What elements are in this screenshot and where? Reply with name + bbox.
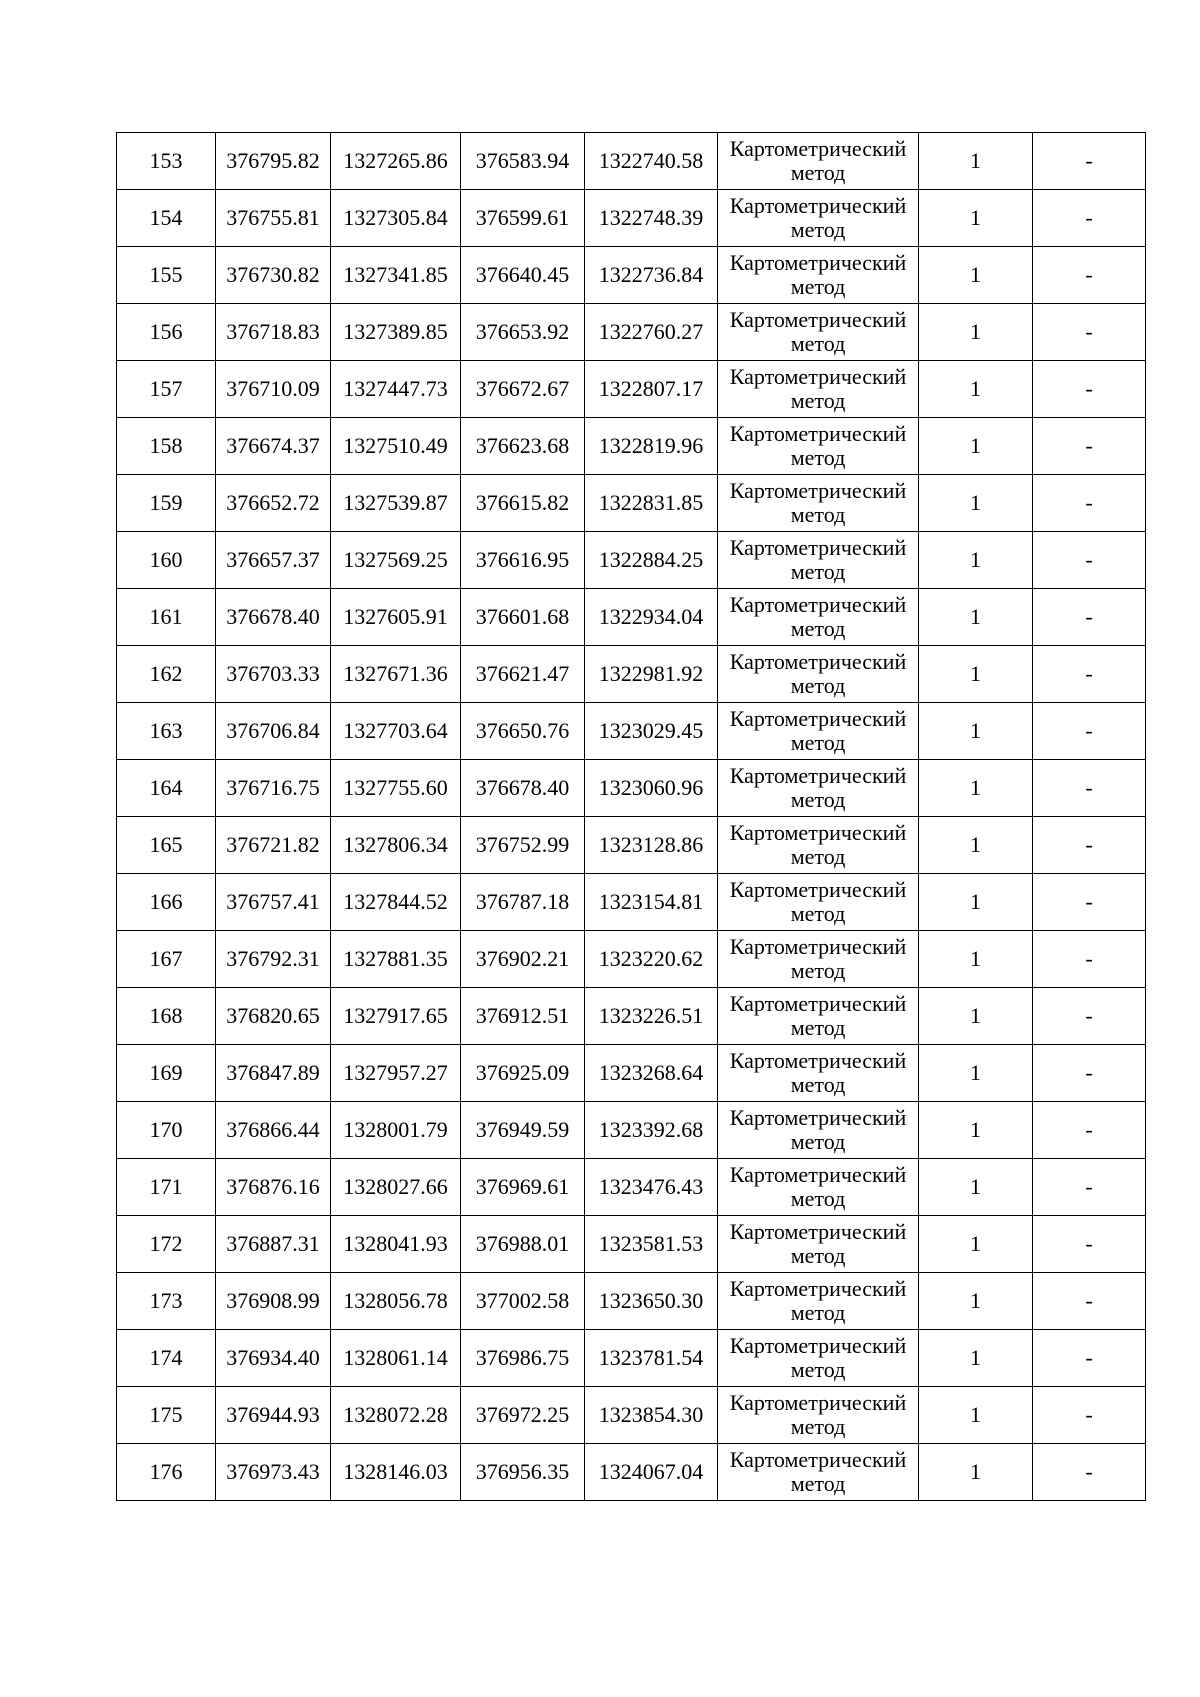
note-cell: - xyxy=(1033,133,1146,190)
accuracy-cell: 1 xyxy=(919,247,1033,304)
point-number-cell: 156 xyxy=(117,304,216,361)
table-row xyxy=(117,1216,1146,1273)
accuracy-cell: 1 xyxy=(919,361,1033,418)
x-coordinate-2-cell: 376787.18 xyxy=(461,874,585,931)
table-row xyxy=(117,361,1146,418)
y-coordinate-2-cell: 1323128.86 xyxy=(585,817,718,874)
note-cell: - xyxy=(1033,1330,1146,1387)
method-cell: Картометрический метод xyxy=(718,1444,919,1501)
y-coordinate-cell: 1327539.87 xyxy=(331,475,461,532)
y-coordinate-cell: 1328056.78 xyxy=(331,1273,461,1330)
method-cell: Картометрический метод xyxy=(718,1387,919,1444)
table-row xyxy=(117,760,1146,817)
x-coordinate-2-cell: 376972.25 xyxy=(461,1387,585,1444)
accuracy-cell: 1 xyxy=(919,931,1033,988)
x-coordinate-cell: 376710.09 xyxy=(216,361,331,418)
x-coordinate-cell: 376674.37 xyxy=(216,418,331,475)
y-coordinate-2-cell: 1323581.53 xyxy=(585,1216,718,1273)
method-cell: Картометрический метод xyxy=(718,589,919,646)
y-coordinate-cell: 1327703.64 xyxy=(331,703,461,760)
accuracy-cell: 1 xyxy=(919,817,1033,874)
accuracy-cell: 1 xyxy=(919,133,1033,190)
table-row xyxy=(117,1102,1146,1159)
method-cell: Картометрический метод xyxy=(718,817,919,874)
y-coordinate-cell: 1328072.28 xyxy=(331,1387,461,1444)
x-coordinate-2-cell: 376956.35 xyxy=(461,1444,585,1501)
method-cell: Картометрический метод xyxy=(718,133,919,190)
x-coordinate-cell: 376757.41 xyxy=(216,874,331,931)
y-coordinate-cell: 1327265.86 xyxy=(331,133,461,190)
point-number-cell: 165 xyxy=(117,817,216,874)
x-coordinate-cell: 376718.83 xyxy=(216,304,331,361)
x-coordinate-2-cell: 376621.47 xyxy=(461,646,585,703)
method-cell: Картометрический метод xyxy=(718,475,919,532)
accuracy-cell: 1 xyxy=(919,1216,1033,1273)
accuracy-cell: 1 xyxy=(919,418,1033,475)
y-coordinate-2-cell: 1322831.85 xyxy=(585,475,718,532)
method-cell: Картометрический метод xyxy=(718,304,919,361)
accuracy-cell: 1 xyxy=(919,1387,1033,1444)
x-coordinate-cell: 376678.40 xyxy=(216,589,331,646)
point-number-cell: 157 xyxy=(117,361,216,418)
table-row xyxy=(117,304,1146,361)
table-row xyxy=(117,1387,1146,1444)
note-cell: - xyxy=(1033,817,1146,874)
x-coordinate-cell: 376755.81 xyxy=(216,190,331,247)
point-number-cell: 176 xyxy=(117,1444,216,1501)
y-coordinate-cell: 1327844.52 xyxy=(331,874,461,931)
note-cell: - xyxy=(1033,1102,1146,1159)
accuracy-cell: 1 xyxy=(919,703,1033,760)
x-coordinate-cell: 376792.31 xyxy=(216,931,331,988)
y-coordinate-2-cell: 1324067.04 xyxy=(585,1444,718,1501)
table-row xyxy=(117,1273,1146,1330)
y-coordinate-cell: 1327605.91 xyxy=(331,589,461,646)
note-cell: - xyxy=(1033,475,1146,532)
method-cell: Картометрический метод xyxy=(718,1273,919,1330)
x-coordinate-cell: 376908.99 xyxy=(216,1273,331,1330)
method-cell: Картометрический метод xyxy=(718,703,919,760)
point-number-cell: 175 xyxy=(117,1387,216,1444)
table-row xyxy=(117,874,1146,931)
point-number-cell: 173 xyxy=(117,1273,216,1330)
note-cell: - xyxy=(1033,190,1146,247)
method-cell: Картометрический метод xyxy=(718,1216,919,1273)
y-coordinate-2-cell: 1322884.25 xyxy=(585,532,718,589)
table-row xyxy=(117,931,1146,988)
y-coordinate-2-cell: 1322748.39 xyxy=(585,190,718,247)
accuracy-cell: 1 xyxy=(919,1045,1033,1102)
table-row xyxy=(117,532,1146,589)
method-cell: Картометрический метод xyxy=(718,532,919,589)
y-coordinate-cell: 1328146.03 xyxy=(331,1444,461,1501)
y-coordinate-2-cell: 1323781.54 xyxy=(585,1330,718,1387)
note-cell: - xyxy=(1033,988,1146,1045)
note-cell: - xyxy=(1033,1045,1146,1102)
method-cell: Картометрический метод xyxy=(718,418,919,475)
x-coordinate-cell: 376721.82 xyxy=(216,817,331,874)
table-row xyxy=(117,988,1146,1045)
table-row xyxy=(117,817,1146,874)
y-coordinate-cell: 1327881.35 xyxy=(331,931,461,988)
table-row xyxy=(117,646,1146,703)
point-number-cell: 170 xyxy=(117,1102,216,1159)
y-coordinate-2-cell: 1323650.30 xyxy=(585,1273,718,1330)
y-coordinate-2-cell: 1323854.30 xyxy=(585,1387,718,1444)
table-row xyxy=(117,703,1146,760)
x-coordinate-2-cell: 376583.94 xyxy=(461,133,585,190)
y-coordinate-cell: 1327806.34 xyxy=(331,817,461,874)
note-cell: - xyxy=(1033,418,1146,475)
method-cell: Картометрический метод xyxy=(718,361,919,418)
point-number-cell: 162 xyxy=(117,646,216,703)
x-coordinate-cell: 376973.43 xyxy=(216,1444,331,1501)
note-cell: - xyxy=(1033,361,1146,418)
x-coordinate-2-cell: 376616.95 xyxy=(461,532,585,589)
note-cell: - xyxy=(1033,1216,1146,1273)
method-cell: Картометрический метод xyxy=(718,931,919,988)
y-coordinate-cell: 1327569.25 xyxy=(331,532,461,589)
x-coordinate-2-cell: 376986.75 xyxy=(461,1330,585,1387)
x-coordinate-2-cell: 376623.68 xyxy=(461,418,585,475)
y-coordinate-2-cell: 1322736.84 xyxy=(585,247,718,304)
note-cell: - xyxy=(1033,532,1146,589)
x-coordinate-2-cell: 376969.61 xyxy=(461,1159,585,1216)
note-cell: - xyxy=(1033,589,1146,646)
x-coordinate-cell: 376795.82 xyxy=(216,133,331,190)
note-cell: - xyxy=(1033,1273,1146,1330)
y-coordinate-2-cell: 1323226.51 xyxy=(585,988,718,1045)
accuracy-cell: 1 xyxy=(919,760,1033,817)
y-coordinate-cell: 1327510.49 xyxy=(331,418,461,475)
accuracy-cell: 1 xyxy=(919,1159,1033,1216)
x-coordinate-2-cell: 376949.59 xyxy=(461,1102,585,1159)
table-row xyxy=(117,1444,1146,1501)
y-coordinate-cell: 1327447.73 xyxy=(331,361,461,418)
table-row xyxy=(117,475,1146,532)
point-number-cell: 166 xyxy=(117,874,216,931)
y-coordinate-2-cell: 1322981.92 xyxy=(585,646,718,703)
x-coordinate-2-cell: 376672.67 xyxy=(461,361,585,418)
y-coordinate-2-cell: 1323154.81 xyxy=(585,874,718,931)
accuracy-cell: 1 xyxy=(919,1102,1033,1159)
y-coordinate-2-cell: 1323392.68 xyxy=(585,1102,718,1159)
method-cell: Картометрический метод xyxy=(718,988,919,1045)
x-coordinate-2-cell: 376925.09 xyxy=(461,1045,585,1102)
point-number-cell: 171 xyxy=(117,1159,216,1216)
point-number-cell: 153 xyxy=(117,133,216,190)
note-cell: - xyxy=(1033,703,1146,760)
point-number-cell: 169 xyxy=(117,1045,216,1102)
accuracy-cell: 1 xyxy=(919,874,1033,931)
note-cell: - xyxy=(1033,646,1146,703)
x-coordinate-2-cell: 376650.76 xyxy=(461,703,585,760)
x-coordinate-2-cell: 376752.99 xyxy=(461,817,585,874)
x-coordinate-2-cell: 376678.40 xyxy=(461,760,585,817)
y-coordinate-cell: 1327305.84 xyxy=(331,190,461,247)
accuracy-cell: 1 xyxy=(919,589,1033,646)
note-cell: - xyxy=(1033,247,1146,304)
x-coordinate-2-cell: 377002.58 xyxy=(461,1273,585,1330)
table-row xyxy=(117,247,1146,304)
x-coordinate-cell: 376706.84 xyxy=(216,703,331,760)
accuracy-cell: 1 xyxy=(919,532,1033,589)
x-coordinate-cell: 376847.89 xyxy=(216,1045,331,1102)
y-coordinate-cell: 1328027.66 xyxy=(331,1159,461,1216)
table-row xyxy=(117,1159,1146,1216)
y-coordinate-2-cell: 1322760.27 xyxy=(585,304,718,361)
note-cell: - xyxy=(1033,1387,1146,1444)
point-number-cell: 155 xyxy=(117,247,216,304)
point-number-cell: 172 xyxy=(117,1216,216,1273)
accuracy-cell: 1 xyxy=(919,646,1033,703)
x-coordinate-2-cell: 376601.68 xyxy=(461,589,585,646)
point-number-cell: 161 xyxy=(117,589,216,646)
point-number-cell: 167 xyxy=(117,931,216,988)
method-cell: Картометрический метод xyxy=(718,1102,919,1159)
accuracy-cell: 1 xyxy=(919,1273,1033,1330)
y-coordinate-cell: 1327917.65 xyxy=(331,988,461,1045)
y-coordinate-cell: 1328041.93 xyxy=(331,1216,461,1273)
note-cell: - xyxy=(1033,874,1146,931)
method-cell: Картометрический метод xyxy=(718,1159,919,1216)
x-coordinate-cell: 376944.93 xyxy=(216,1387,331,1444)
y-coordinate-cell: 1327389.85 xyxy=(331,304,461,361)
method-cell: Картометрический метод xyxy=(718,190,919,247)
y-coordinate-cell: 1328061.14 xyxy=(331,1330,461,1387)
method-cell: Картометрический метод xyxy=(718,874,919,931)
note-cell: - xyxy=(1033,1159,1146,1216)
x-coordinate-cell: 376820.65 xyxy=(216,988,331,1045)
coordinates-table xyxy=(116,132,1146,1501)
x-coordinate-2-cell: 376599.61 xyxy=(461,190,585,247)
accuracy-cell: 1 xyxy=(919,190,1033,247)
y-coordinate-2-cell: 1323268.64 xyxy=(585,1045,718,1102)
y-coordinate-2-cell: 1322934.04 xyxy=(585,589,718,646)
method-cell: Картометрический метод xyxy=(718,760,919,817)
note-cell: - xyxy=(1033,304,1146,361)
y-coordinate-2-cell: 1323476.43 xyxy=(585,1159,718,1216)
note-cell: - xyxy=(1033,931,1146,988)
x-coordinate-2-cell: 376640.45 xyxy=(461,247,585,304)
table-row xyxy=(117,418,1146,475)
point-number-cell: 160 xyxy=(117,532,216,589)
y-coordinate-2-cell: 1322740.58 xyxy=(585,133,718,190)
point-number-cell: 174 xyxy=(117,1330,216,1387)
accuracy-cell: 1 xyxy=(919,1330,1033,1387)
point-number-cell: 159 xyxy=(117,475,216,532)
coordinates-table-body xyxy=(117,133,1146,1501)
accuracy-cell: 1 xyxy=(919,988,1033,1045)
x-coordinate-2-cell: 376615.82 xyxy=(461,475,585,532)
table-row xyxy=(117,1045,1146,1102)
table-row xyxy=(117,589,1146,646)
x-coordinate-cell: 376866.44 xyxy=(216,1102,331,1159)
y-coordinate-2-cell: 1323029.45 xyxy=(585,703,718,760)
x-coordinate-cell: 376657.37 xyxy=(216,532,331,589)
accuracy-cell: 1 xyxy=(919,304,1033,361)
method-cell: Картометрический метод xyxy=(718,247,919,304)
y-coordinate-2-cell: 1323060.96 xyxy=(585,760,718,817)
point-number-cell: 163 xyxy=(117,703,216,760)
x-coordinate-2-cell: 376988.01 xyxy=(461,1216,585,1273)
note-cell: - xyxy=(1033,760,1146,817)
accuracy-cell: 1 xyxy=(919,475,1033,532)
x-coordinate-cell: 376716.75 xyxy=(216,760,331,817)
x-coordinate-cell: 376887.31 xyxy=(216,1216,331,1273)
y-coordinate-cell: 1327755.60 xyxy=(331,760,461,817)
x-coordinate-2-cell: 376653.92 xyxy=(461,304,585,361)
x-coordinate-cell: 376730.82 xyxy=(216,247,331,304)
x-coordinate-cell: 376876.16 xyxy=(216,1159,331,1216)
x-coordinate-cell: 376652.72 xyxy=(216,475,331,532)
point-number-cell: 164 xyxy=(117,760,216,817)
x-coordinate-cell: 376934.40 xyxy=(216,1330,331,1387)
y-coordinate-cell: 1328001.79 xyxy=(331,1102,461,1159)
y-coordinate-cell: 1327671.36 xyxy=(331,646,461,703)
point-number-cell: 154 xyxy=(117,190,216,247)
point-number-cell: 168 xyxy=(117,988,216,1045)
table-row xyxy=(117,190,1146,247)
y-coordinate-2-cell: 1322807.17 xyxy=(585,361,718,418)
y-coordinate-cell: 1327341.85 xyxy=(331,247,461,304)
method-cell: Картометрический метод xyxy=(718,646,919,703)
y-coordinate-2-cell: 1322819.96 xyxy=(585,418,718,475)
x-coordinate-2-cell: 376902.21 xyxy=(461,931,585,988)
table-row xyxy=(117,1330,1146,1387)
method-cell: Картометрический метод xyxy=(718,1330,919,1387)
y-coordinate-2-cell: 1323220.62 xyxy=(585,931,718,988)
note-cell: - xyxy=(1033,1444,1146,1501)
point-number-cell: 158 xyxy=(117,418,216,475)
y-coordinate-cell: 1327957.27 xyxy=(331,1045,461,1102)
accuracy-cell: 1 xyxy=(919,1444,1033,1501)
table-row xyxy=(117,133,1146,190)
method-cell: Картометрический метод xyxy=(718,1045,919,1102)
x-coordinate-cell: 376703.33 xyxy=(216,646,331,703)
x-coordinate-2-cell: 376912.51 xyxy=(461,988,585,1045)
